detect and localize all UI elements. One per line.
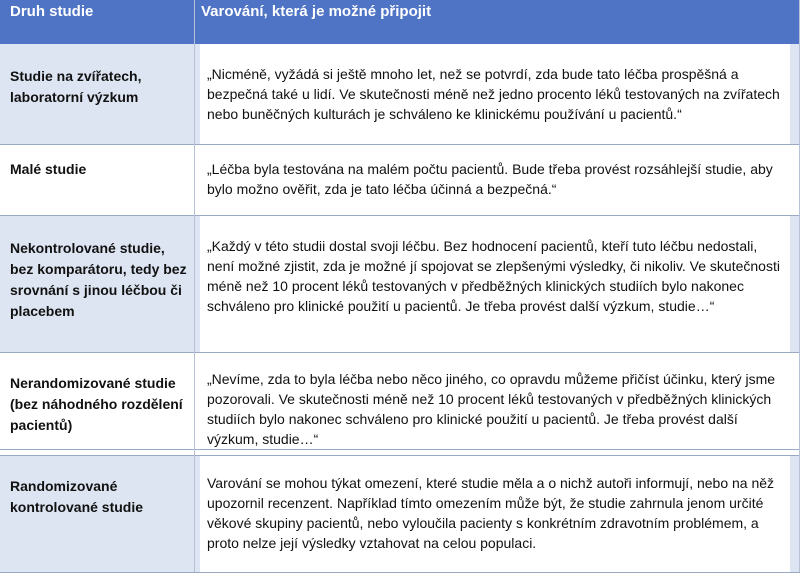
study-type-cell: Nekontrolované studie, bez komparátoru, tedy bez srovnání s jinou léčbou či placebem [10, 240, 187, 319]
table-row [0, 44, 800, 145]
table-row [0, 353, 800, 450]
table-row [0, 216, 800, 353]
header-warnings: Varování, která je možné připojit [201, 3, 432, 20]
warning-text: „Nevíme, zda to byla léčba nebo něco jiného, co opravdu můžeme přičíst účinku, který jsme pozorovali. Ve skutečnosti méně než 10 procent léků testovaných v předběžných klinických studiích bylo nakonec schváleno pro klinické použití u pacientů. Je třeba provést další výzkum, studie…“ [207, 371, 776, 447]
warning-cell [200, 456, 790, 572]
table-header [0, 0, 800, 45]
warning-cell [200, 216, 790, 352]
header-study-type: Druh studie [10, 3, 94, 20]
study-type-cell: Malé studie [10, 161, 87, 177]
warning-cell [200, 145, 790, 215]
warning-cell [200, 44, 790, 144]
warning-text: Varování se mohou týkat omezení, které studie měla a o nichž autoři informují, nebo na něž upozornil recenzent. Například tímto omezením může být, že studie zahrnula jenom určité věkové skupiny pacientů, nebo vyloučila pacienty s konkrétním zdravotním problémem, a proto nelze její výsledky vztahovat na celou populaci. [207, 475, 775, 551]
study-type-cell: Nerandomizované studie (bez náhodného rozdělení pacientů) [10, 375, 183, 433]
table-row [0, 455, 800, 573]
warning-text: „Nicméně, vyžádá si ještě mnoho let, než se potvrdí, zda bude tato léčba prospěšná a bezpečná také u lidí. Ve skutečnosti méně než jedno procento léků testovaných na zvířatech nebo buněčných kulturách je schváleno ke klinickému používání u pacientů.“ [207, 66, 780, 122]
table-row [0, 145, 800, 216]
warning-cell [200, 353, 790, 449]
warning-text: „Každý v této studii dostal svoji léčbu. Bez hodnocení pacientů, kteří tuto léčbu nedostali, není možné zjistit, zda je možné jí spojovat se zlepšenými výsledky, či nikoliv. Ve skutečnosti méně než 10 procent léků testovaných v předběžných klinických studiích bylo nakonec schváleno pro klinické použití u pacientů. Je třeba provést další výzkum, studie…“ [207, 238, 780, 314]
study-type-cell: Studie na zvířatech, laboratorní výzkum [10, 68, 142, 105]
warning-text: „Léčba byla testována na malém počtu pacientů. Bude třeba provést rozsáhlejší studie, aby bylo možno ověřit, zda je tato léčba účinná a bezpečná.“ [207, 161, 773, 197]
study-type-cell: Randomizované kontrolované studie [10, 478, 144, 515]
column-divider [194, 0, 195, 572]
